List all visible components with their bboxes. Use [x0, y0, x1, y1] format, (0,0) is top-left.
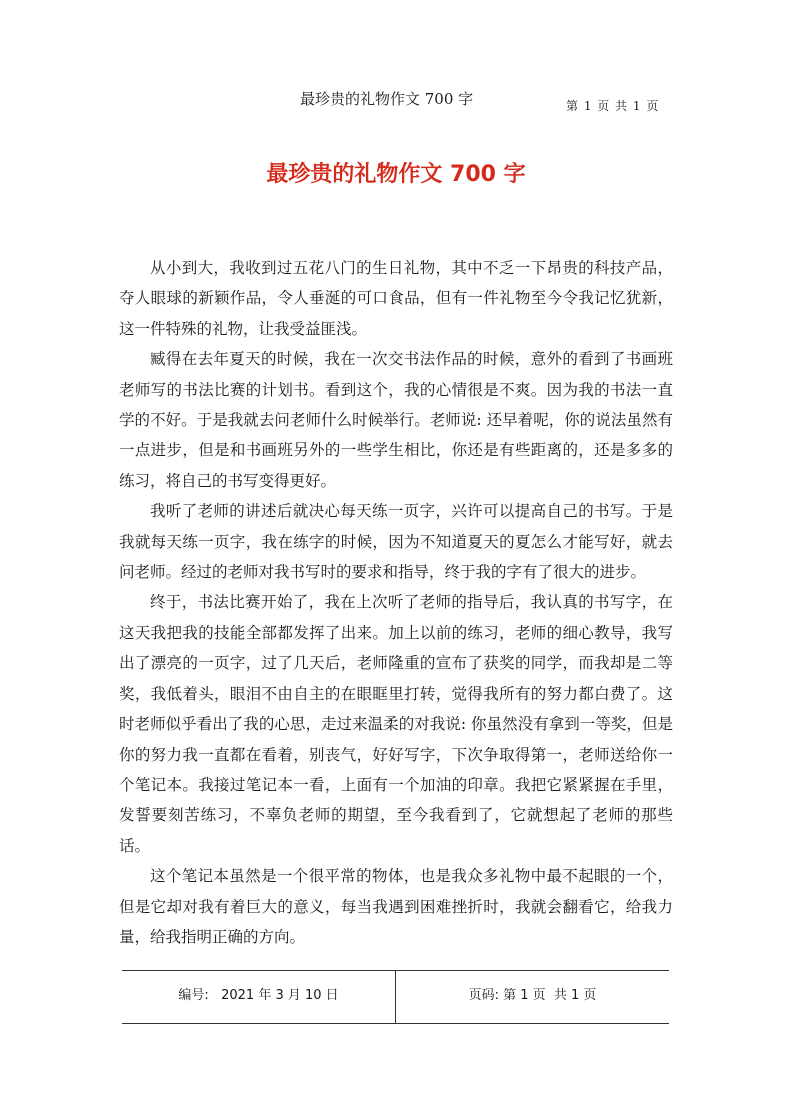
header-title: 最珍贵的礼物作文 700 字 — [300, 90, 474, 108]
footer-page-cell — [396, 971, 669, 1023]
paragraph-2: 臧得在去年夏天的时候，我在一次交书法作品的时候，意外的看到了书画班老师写的书法比赛的计划书。看到这个，我的心情很是不爽。因为我的书法一直学的不好。于是我就去问老师什么时候举行。老师说: 还早着呢，你的说法虽然有一点进步，但是和书画班另外的一些学生相比，你还是有些距离的，还是多多的练习，将自己的书写变得更好。 — [119, 350, 673, 490]
footer-serial: 编号: 2021 年 3 月 10 日 — [178, 987, 339, 1003]
paragraph-1: 从小到大，我收到过五花八门的生日礼物，其中不乏一下昂贵的科技产品，夺人眼球的新颖作品，令人垂涎的可口食品，但有一件礼物至今令我记忆犹新，这一件特殊的礼物，让我受益匪浅。 — [119, 259, 673, 338]
footer-page-code: 页码: 第 1 页 共 1 页 — [468, 987, 597, 1003]
paragraph-4: 终于，书法比赛开始了，我在上次听了老师的指导后，我认真的书写字，在这天我把我的技能全部都发挥了出来。加上以前的练习，老师的细心教导，我写出了漂亮的一页字，过了几天后，老师隆重的宣布了获奖的同学，而我却是二等奖，我低着头，眼泪不由自主的在眼眶里打转，觉得我所有的努力都白费了。这时老师似乎看出了我的心思，走过来温柔的对我说: 你虽然没有拿到一等奖，但是你的努力我一直都在看着，别丧气，好好写字，下次争取得第一，老师送给你一个笔记本。我接过笔记本一看，上面有一个加油的印章。我把它紧紧握在手里，发誓要刻苦练习，不辜负老师的期望，至今我看到了，它就想起了老师的那些话。 — [119, 593, 673, 855]
footer-serial-cell — [122, 971, 396, 1023]
footer-table — [122, 970, 669, 1024]
paragraph-5: 这个笔记本虽然是一个很平常的物体，也是我众多礼物中最不起眼的一个，但是它却对我有着巨大的意义，每当我遇到困难挫折时，我就会翻看它，给我力量，给我指明正确的方向。 — [119, 867, 673, 946]
document-body — [119, 253, 673, 952]
paragraph-3: 我听了老师的讲述后就决心每天练一页字，兴许可以提高自己的书写。于是我就每天练一页字，我在练字的时候，因为不知道夏天的夏怎么才能写好，就去问老师。经过的老师对我书写时的要求和指导，终于我的字有了很大的进步。 — [119, 502, 673, 582]
header-page-info: 第 1 页 共 1 页 — [566, 99, 660, 113]
document-title: 最珍贵的礼物作文 700 字 — [266, 162, 526, 187]
